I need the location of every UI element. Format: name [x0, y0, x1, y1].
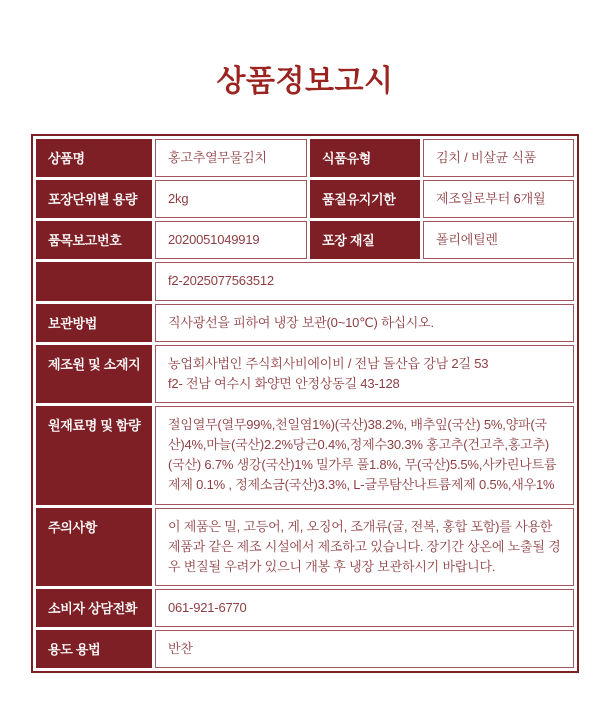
consumer-phone-value: 061-921-6770 — [155, 589, 574, 627]
report-number-2-value: f2-2025077563512 — [155, 262, 574, 300]
package-material-value: 폴리에틸렌 — [423, 221, 574, 259]
package-material-label: 포장 재질 — [310, 221, 420, 259]
usage-label: 용도 용법 — [36, 630, 152, 668]
report-number-value: 2020051049919 — [155, 221, 307, 259]
ingredients-label: 원재료명 및 함량 — [36, 406, 152, 505]
table-row — [36, 180, 574, 218]
table-row — [36, 630, 574, 668]
caution-label: 주의사항 — [36, 508, 152, 586]
package-capacity-label: 포장단위별 용량 — [36, 180, 152, 218]
quality-period-label: 품질유지기한 — [310, 180, 420, 218]
storage-method-label: 보관방법 — [36, 304, 152, 342]
table-row — [36, 406, 574, 505]
table-row — [36, 221, 574, 259]
storage-method-value: 직사광선을 피하여 냉장 보관(0~10℃) 하십시오. — [155, 304, 574, 342]
usage-value: 반찬 — [155, 630, 574, 668]
caution-value: 이 제품은 밀, 고등어, 게, 오징어, 조개류(굴, 전복, 홍합 포함)를 사용한 제품과 같은 제조 시설에서 제조하고 있습니다. 장기간 상온에 노출될 경우 변질될 우려가 있으니 개봉 후 냉장 보관하시기 바랍니다. — [155, 508, 574, 586]
product-name-label: 상품명 — [36, 139, 152, 177]
table-row — [36, 345, 574, 403]
table-row — [36, 304, 574, 342]
table-row — [36, 508, 574, 586]
product-info-table — [31, 134, 579, 673]
quality-period-value: 제조일로부터 6개월 — [423, 180, 574, 218]
ingredients-value: 절임열무(열무99%,천일염1%)(국산)38.2%, 배추잎(국산) 5%,양파(국산)4%,마늘(국산)2.2%당근0.4%,정제수30.3% 홍고추(건고추,홍고추)(국산) 6.7% 생강(국산)1% 밀가루 풀1.8%, 무(국산)5.5%,사카린나트륨제제 0.1% , 정제소금(국산)3.3%, L-글루탐산나트륨제제 0.5%,새우1% — [155, 406, 574, 505]
manufacturer-label: 제조원 및 소재지 — [36, 345, 152, 403]
manufacturer-value — [155, 345, 574, 403]
report-number-2-label — [36, 262, 152, 300]
food-type-label: 식품유형 — [310, 139, 420, 177]
manufacturer-line-1: 농업회사법인 주식회사비에이비 / 전남 돌산읍 강남 2길 53 — [168, 355, 489, 371]
table-row — [36, 589, 574, 627]
table-row — [36, 139, 574, 177]
food-type-value: 김치 / 비살균 식품 — [423, 139, 574, 177]
manufacturer-line-2: f2- 전남 여수시 화양면 안정상동길 43-128 — [168, 375, 400, 391]
table-row — [36, 262, 574, 300]
consumer-phone-label: 소비자 상담전화 — [36, 589, 152, 627]
product-name-value: 홍고추열무물김치 — [155, 139, 307, 177]
package-capacity-value: 2kg — [155, 180, 307, 218]
page-title: 상품정보고시 — [216, 65, 394, 98]
report-number-label: 품목보고번호 — [36, 221, 152, 259]
